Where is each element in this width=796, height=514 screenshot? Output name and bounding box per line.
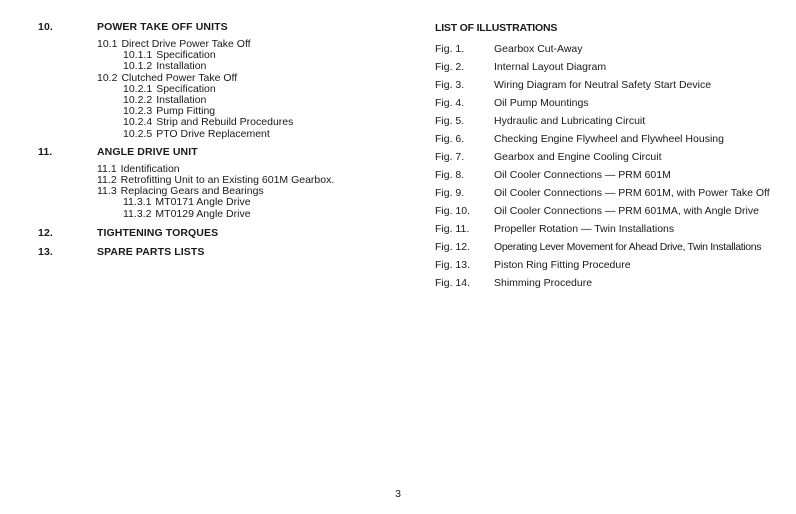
- item-label: Strip and Rebuild Procedures: [156, 116, 294, 129]
- figure-title: Piston Ring Fitting Procedure: [494, 259, 631, 271]
- figure-number: Fig. 10.: [435, 205, 471, 217]
- figure-entry: [435, 130, 795, 148]
- toc-item: [97, 61, 398, 72]
- figure-title: Oil Cooler Connections — PRM 601M, with Power Take Off: [494, 187, 770, 199]
- figure-title: Wiring Diagram for Neutral Safety Start Device: [494, 79, 712, 91]
- figure-entry: [435, 58, 795, 76]
- figure-number: Fig. 9.: [435, 187, 465, 199]
- section-number: 11.: [38, 145, 53, 158]
- item-number: 11.2: [97, 174, 117, 187]
- figure-entry: [435, 76, 795, 94]
- toc-section-10: [38, 20, 398, 140]
- figure-number: Fig. 7.: [435, 151, 465, 163]
- item-label: Replacing Gears and Bearings: [120, 185, 264, 198]
- figure-entry: [435, 256, 795, 274]
- figure-entry: [435, 112, 795, 130]
- item-number: 10.1.1: [123, 49, 153, 62]
- subsection-list: [97, 34, 398, 140]
- figure-number: Fig. 1.: [435, 43, 465, 55]
- figure-title: Gearbox and Engine Cooling Circuit: [494, 151, 662, 163]
- figure-entry: [435, 40, 795, 58]
- item-label: Installation: [156, 94, 207, 107]
- item-number: 10.1.2: [123, 60, 153, 73]
- figure-entry: [435, 94, 795, 112]
- figure-entry: [435, 148, 795, 166]
- figure-number: Fig. 8.: [435, 169, 465, 181]
- toc-item: [97, 197, 398, 208]
- section-title: SPARE PARTS LISTS: [97, 245, 205, 258]
- section-number: 12.: [38, 226, 53, 239]
- figure-number: Fig. 6.: [435, 133, 465, 145]
- figure-title: Hydraulic and Lubricating Circuit: [494, 115, 646, 127]
- figure-entry: [435, 238, 795, 256]
- item-label: Retrofitting Unit to an Existing 601M Gearbox.: [120, 174, 335, 187]
- toc-section-12: [38, 226, 398, 240]
- item-number: 11.1: [97, 162, 117, 175]
- item-number: 10.2.3: [123, 105, 153, 118]
- figure-title: Oil Pump Mountings: [494, 97, 589, 109]
- item-number: 10.2.2: [123, 94, 153, 107]
- table-of-contents: [38, 20, 398, 259]
- section-title: ANGLE DRIVE UNIT: [97, 145, 198, 158]
- section-title: POWER TAKE OFF UNITS: [97, 21, 228, 33]
- illustrations-heading: LIST OF ILLUSTRATIONS: [435, 22, 558, 34]
- figure-number: Fig. 4.: [435, 97, 465, 109]
- figure-number: Fig. 13.: [435, 259, 471, 271]
- figure-number: Fig. 3.: [435, 79, 465, 91]
- section-heading: [38, 245, 398, 259]
- figure-title: Oil Cooler Connections — PRM 601M: [494, 169, 671, 181]
- item-label: PTO Drive Replacement: [156, 127, 270, 140]
- figure-number: Fig. 5.: [435, 115, 465, 127]
- section-number: 13.: [38, 245, 53, 258]
- figure-number: Fig. 14.: [435, 277, 471, 289]
- subsection-list: [97, 159, 398, 220]
- figure-number: Fig. 2.: [435, 61, 465, 73]
- item-number: 11.3: [97, 185, 117, 198]
- list-of-illustrations: [435, 21, 795, 292]
- figure-title: Checking Engine Flywheel and Flywheel Housing: [494, 133, 724, 145]
- item-label: MT0171 Angle Drive: [155, 196, 251, 209]
- figure-title: Operating Lever Movement for Ahead Drive, Twin Installations: [494, 241, 762, 253]
- item-label: Clutched Power Take Off: [121, 71, 238, 84]
- toc-item: [97, 129, 398, 140]
- figure-entry: [435, 166, 795, 184]
- figure-title: Internal Layout Diagram: [494, 61, 607, 73]
- figure-number: Fig. 11.: [435, 223, 470, 235]
- toc-section-11: [38, 145, 398, 220]
- item-label: Identification: [120, 162, 180, 175]
- item-number: 10.2.4: [123, 116, 153, 129]
- figure-title: Propeller Rotation — Twin Installations: [494, 223, 675, 235]
- figure-title: Shimming Procedure: [494, 277, 593, 289]
- section-title: TIGHTENING TORQUES: [97, 226, 219, 239]
- item-number: 11.3.1: [123, 196, 152, 209]
- section-number: 10.: [38, 21, 53, 33]
- item-number: 10.2: [97, 71, 118, 84]
- section-heading: [38, 226, 398, 240]
- item-label: MT0129 Angle Drive: [155, 207, 251, 220]
- figure-entry: [435, 220, 795, 238]
- item-number: 10.2.1: [123, 82, 153, 95]
- figure-entry: [435, 184, 795, 202]
- toc-item: [97, 209, 398, 220]
- figure-title: Oil Cooler Connections — PRM 601MA, with Angle Drive: [494, 205, 759, 217]
- section-heading: [38, 145, 398, 159]
- item-label: Specification: [156, 49, 216, 62]
- figure-number: Fig. 12.: [435, 241, 471, 253]
- figure-title: Gearbox Cut-Away: [494, 43, 583, 55]
- item-number: 10.2.5: [123, 127, 153, 140]
- section-heading: [38, 20, 398, 34]
- toc-section-13: [38, 245, 398, 259]
- item-label: Specification: [156, 82, 216, 95]
- figure-entry: [435, 274, 795, 292]
- figure-entry: [435, 202, 795, 220]
- item-label: Pump Fitting: [156, 105, 216, 118]
- item-label: Installation: [156, 60, 207, 73]
- page-number: 3: [395, 488, 401, 500]
- item-number: 10.1: [97, 38, 118, 50]
- item-number: 11.3.2: [123, 207, 152, 220]
- toc-item: [97, 117, 398, 128]
- item-label: Direct Drive Power Take Off: [121, 38, 251, 50]
